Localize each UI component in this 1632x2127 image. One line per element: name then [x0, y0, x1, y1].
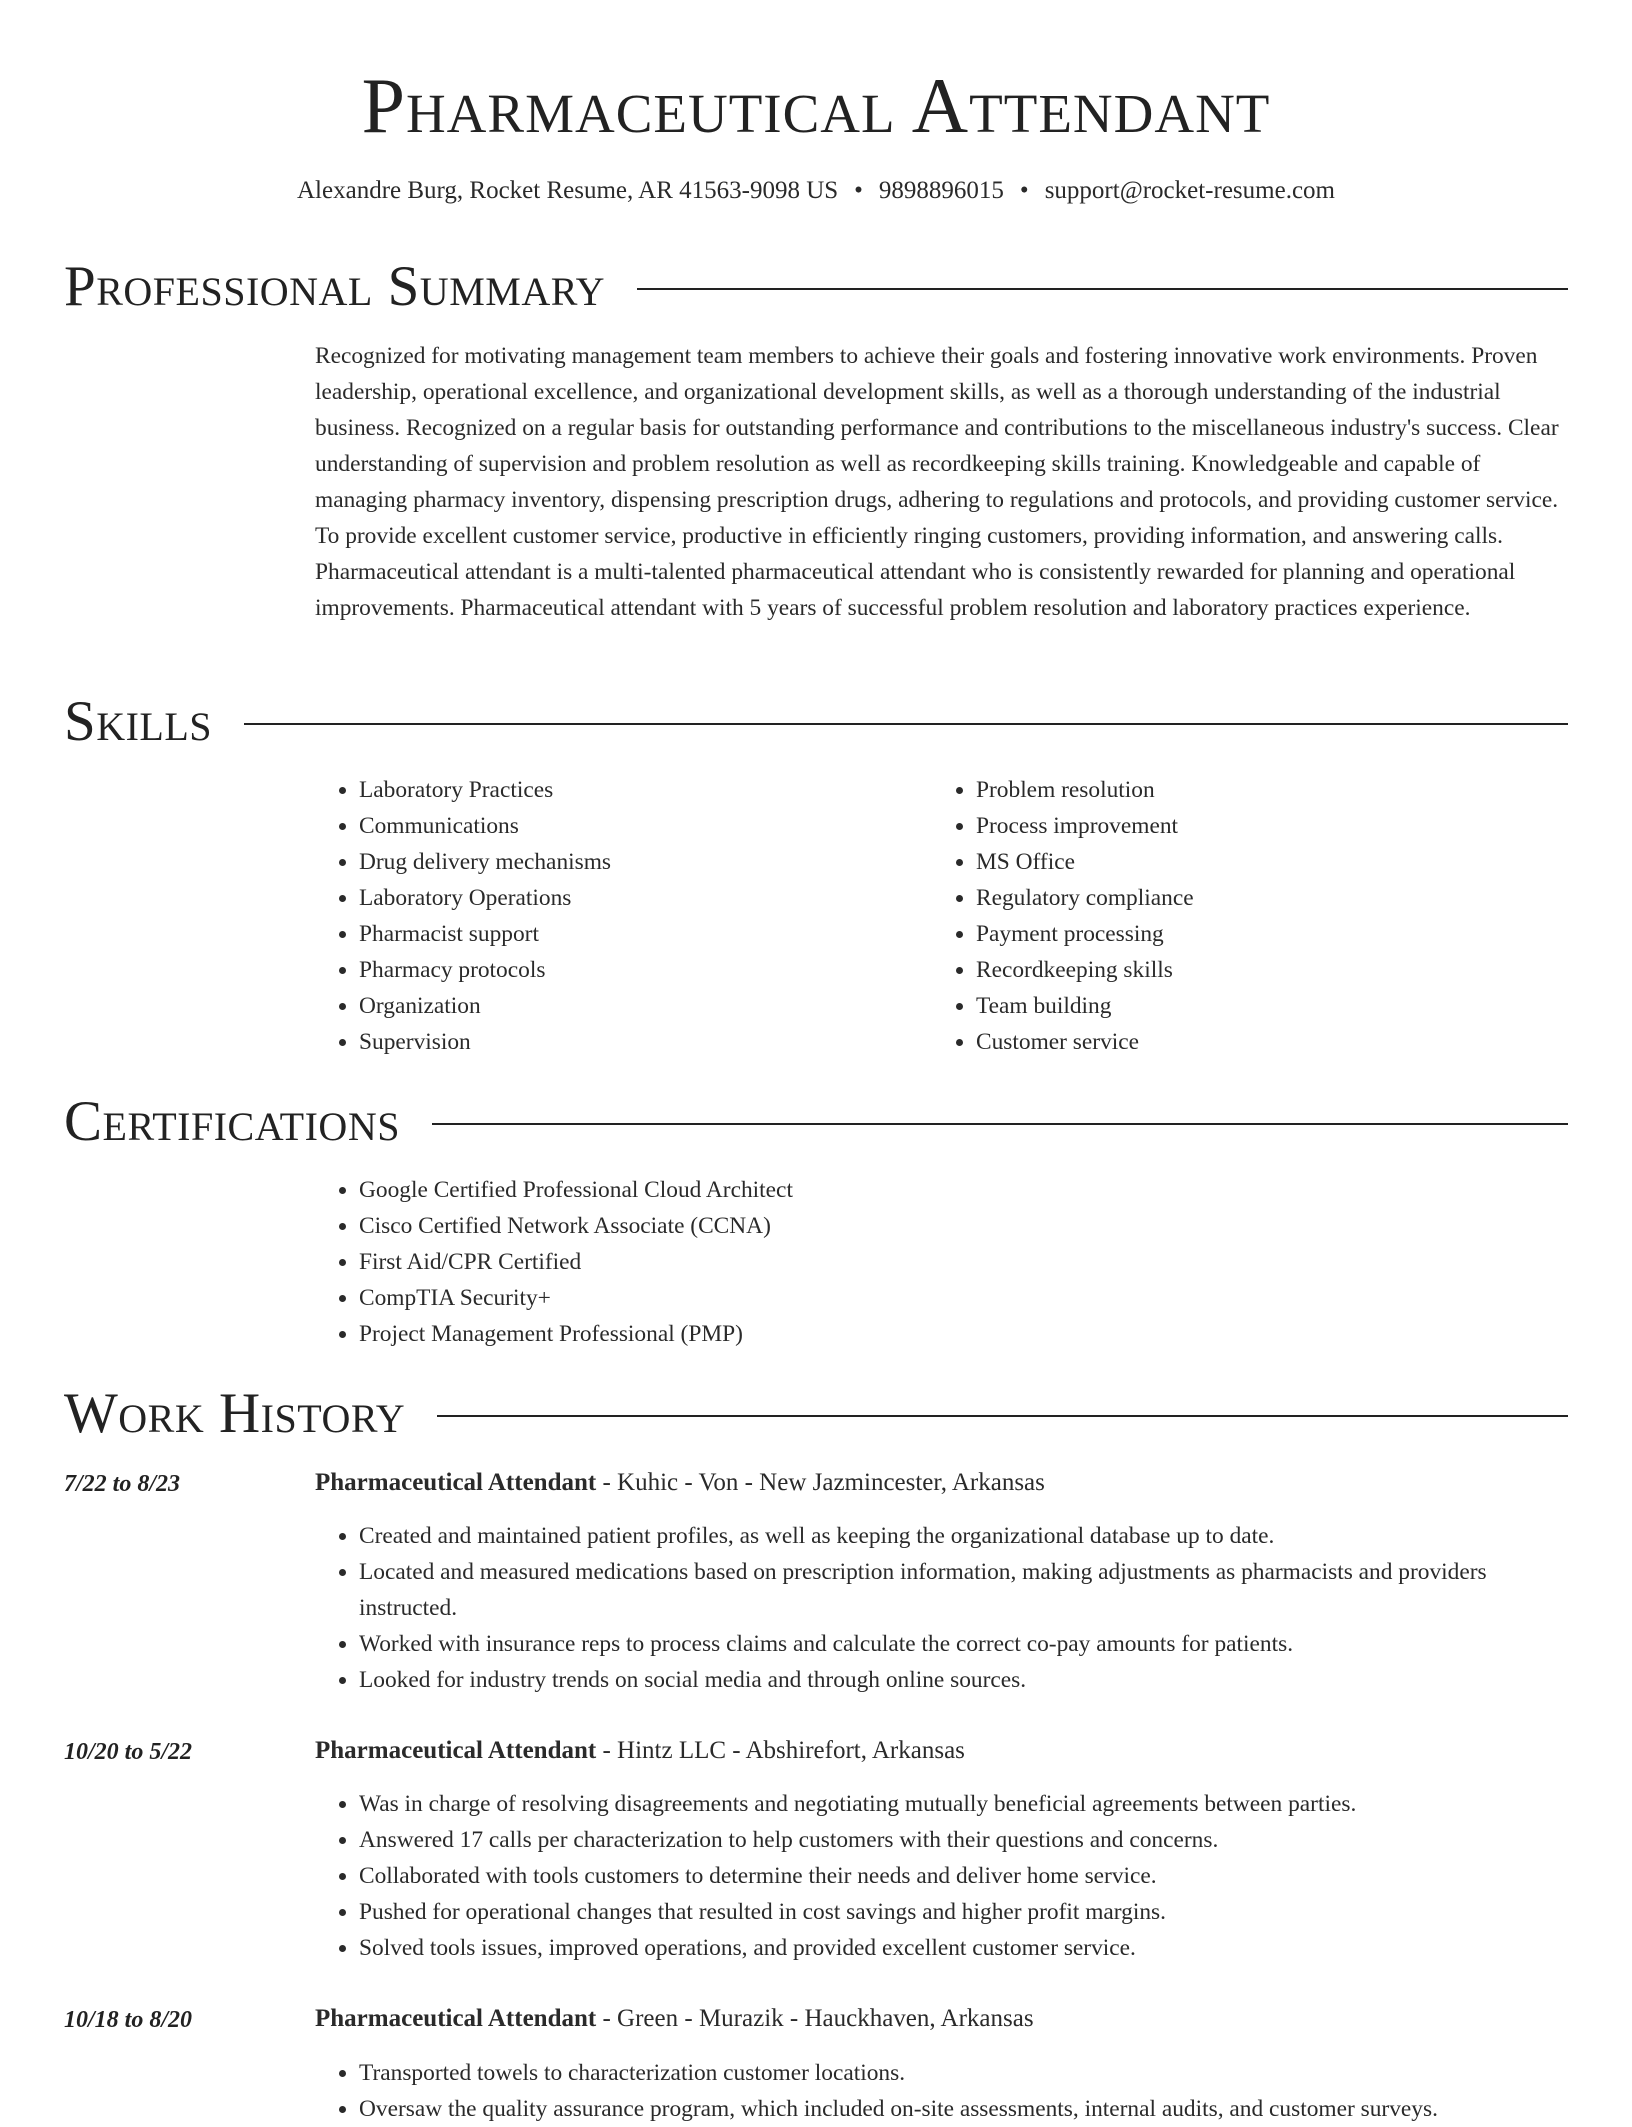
- work-history-heading: Work History: [64, 1382, 406, 1445]
- skill-item: • MS Office: [976, 844, 1492, 880]
- skills-heading: Skills: [64, 690, 213, 753]
- skill-item: • Recordkeeping skills: [976, 952, 1492, 988]
- job-duty-item: • Was in charge of resolving disagreements and negotiating mutually beneficial agreements between parties.: [359, 1786, 1571, 1822]
- certifications-list: [315, 1172, 1571, 1352]
- summary-section-header: [64, 254, 1568, 320]
- job-dates: 7/22 to 8/23: [64, 1471, 181, 1497]
- skills-list-left: [315, 772, 875, 1060]
- job-duty-item: • Located and measured medications based on prescription information, making adjustments as pharmacists and providers instructed.: [359, 1554, 1571, 1626]
- skill-item: • Process improvement: [976, 808, 1492, 844]
- skill-item: • Pharmacy protocols: [359, 952, 875, 988]
- skill-item: • Regulatory compliance: [976, 880, 1492, 916]
- skill-item: • Supervision: [359, 1024, 875, 1060]
- section-divider: [637, 288, 1568, 290]
- skill-item: • Customer service: [976, 1024, 1492, 1060]
- summary-text: Recognized for motivating management team members to achieve their goals and fostering innovative work environments. Proven leadership, operational excellence, and organizational development skills, as well as a thorough understanding of the industrial business. Recognized on a regular basis for outstanding performance and contributions to the miscellaneous industry's success. Clear understanding of supervision and problem resolution as well as recordkeeping skills training. Knowledgeable and capable of managing pharmacy inventory, dispensing prescription drugs, adhering to regulations and protocols, and providing customer service. To provide excellent customer service, productive in efficiently ringing customers, providing information, and answering calls. Pharmaceutical attendant is a multi-talented pharmaceutical attendant who is consistently rewarded for planning and operational improvements. Pharmaceutical attendant with 5 years of successful problem resolution and laboratory practices experience.: [315, 343, 1559, 621]
- job-heading: [315, 1465, 1571, 1501]
- job-title: Pharmaceutical Attendant: [315, 2005, 597, 2032]
- certifications-block: [315, 1172, 1571, 1352]
- skills-column-left: [315, 772, 875, 1060]
- job-duty-item: • Pushed for operational changes that resulted in cost savings and higher profit margins.: [359, 1894, 1571, 1930]
- job-title: Pharmaceutical Attendant: [315, 1469, 597, 1496]
- job-duties: [315, 2055, 1571, 2127]
- job-duty-item: • Transported towels to characterization customer locations.: [359, 2055, 1571, 2091]
- job-employer-location: - Kuhic - Von - New Jazmincester, Arkansas: [596, 1469, 1045, 1496]
- job-heading: [315, 1733, 1571, 1769]
- job-title: Pharmaceutical Attendant: [315, 1737, 597, 1764]
- job-duties-list: [315, 1786, 1571, 1966]
- skills-section-header: [64, 689, 1568, 755]
- job-employer-location: - Hintz LLC - Abshirefort, Arkansas: [596, 1737, 965, 1764]
- skill-item: • Problem resolution: [976, 772, 1492, 808]
- certification-item: • Google Certified Professional Cloud Architect: [359, 1172, 1571, 1208]
- skill-item: • Laboratory Practices: [359, 772, 875, 808]
- job-dates: 10/18 to 8/20: [64, 2007, 193, 2033]
- job-heading: [315, 2001, 1571, 2037]
- contact-email: support@rocket-resume.com: [1044, 177, 1335, 204]
- skill-item: • Team building: [976, 988, 1492, 1024]
- job-duty-item: • Collaborated with tools customers to determine their needs and deliver home service.: [359, 1858, 1571, 1894]
- page-title: Pharmaceutical Attendant: [361, 62, 1271, 149]
- contact-phone: 9898896015: [878, 177, 1004, 204]
- skill-item: • Organization: [359, 988, 875, 1024]
- certification-item: • First Aid/CPR Certified: [359, 1244, 1571, 1280]
- job-employer-location: - Green - Murazik - Hauckhaven, Arkansas: [596, 2005, 1034, 2032]
- section-divider: [432, 1123, 1568, 1125]
- skill-item: • Pharmacist support: [359, 916, 875, 952]
- skills-column-right: [932, 772, 1492, 1060]
- contact-address: Alexandre Burg, Rocket Resume, AR 41563-9098 US: [297, 177, 839, 204]
- job-duty-item: • Looked for industry trends on social media and through online sources.: [359, 1662, 1571, 1698]
- job-duties: [315, 1518, 1571, 1698]
- contact-line: [0, 174, 1632, 208]
- job-duty-item: • Oversaw the quality assurance program, which included on-site assessments, internal audits, and customer surveys.: [359, 2091, 1571, 2127]
- contact-separator: •: [854, 177, 863, 204]
- section-divider: [244, 723, 1568, 725]
- work-history-section-header: [64, 1381, 1568, 1447]
- job-duty-item: • Answered 17 calls per characterization to help customers with their questions and concerns.: [359, 1822, 1571, 1858]
- job-duty-item: • Created and maintained patient profiles, as well as keeping the organizational database up to date.: [359, 1518, 1571, 1554]
- skill-item: • Communications: [359, 808, 875, 844]
- job-duty-item: • Solved tools issues, improved operations, and provided excellent customer service.: [359, 1930, 1571, 1966]
- section-divider: [437, 1415, 1568, 1417]
- job-duties-list: [315, 2055, 1571, 2127]
- skills-list-right: [932, 772, 1492, 1060]
- certification-item: • CompTIA Security+: [359, 1280, 1571, 1316]
- job-duty-item: • Worked with insurance reps to process claims and calculate the correct co-pay amounts for patients.: [359, 1626, 1571, 1662]
- skill-item: • Drug delivery mechanisms: [359, 844, 875, 880]
- certifications-section-header: [64, 1089, 1568, 1155]
- certification-item: • Cisco Certified Network Associate (CCNA): [359, 1208, 1571, 1244]
- certifications-heading: Certifications: [64, 1090, 400, 1153]
- contact-separator: •: [1019, 177, 1029, 204]
- skill-item: • Laboratory Operations: [359, 880, 875, 916]
- skill-item: • Payment processing: [976, 916, 1492, 952]
- summary-heading: Professional Summary: [64, 255, 606, 318]
- certification-item: • Project Management Professional (PMP): [359, 1316, 1571, 1352]
- job-duties-list: [315, 1518, 1571, 1698]
- job-duties: [315, 1786, 1571, 1966]
- job-dates: 10/20 to 5/22: [64, 1739, 193, 1765]
